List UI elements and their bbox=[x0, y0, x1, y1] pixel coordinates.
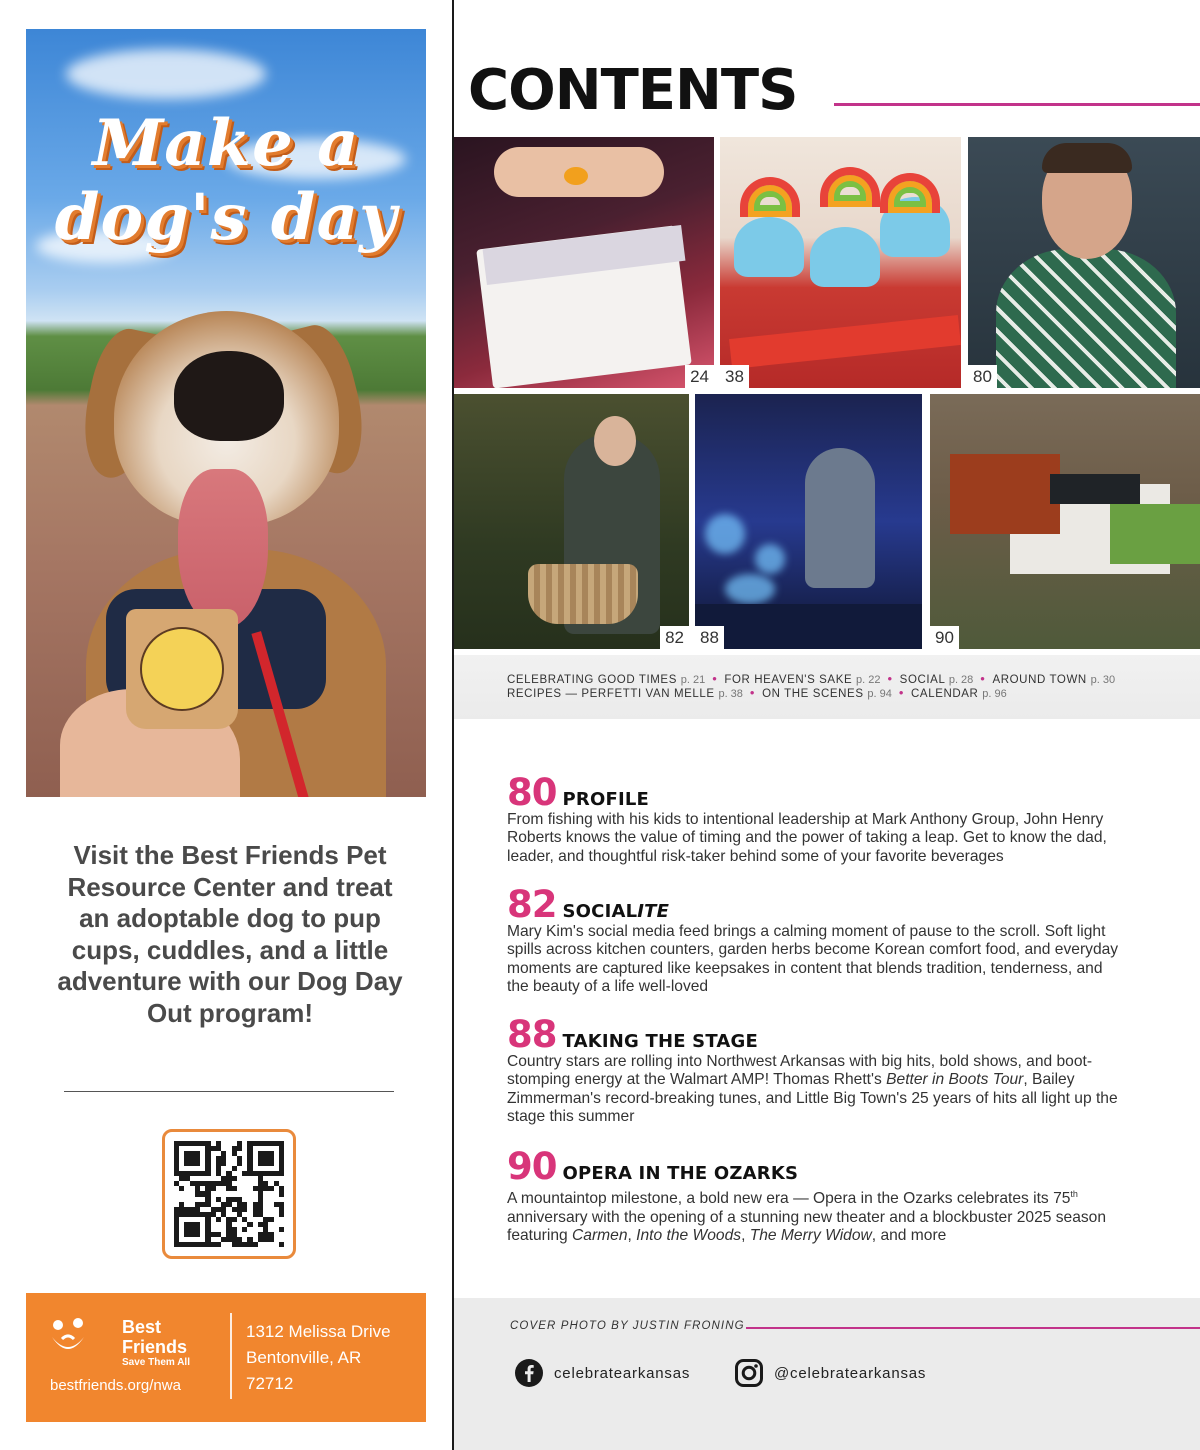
feature-title: OPERA IN THE OZARKS bbox=[562, 1163, 799, 1184]
stage-light bbox=[755, 544, 785, 574]
feature-page-number: 82 bbox=[507, 883, 557, 926]
thumb-page-number: 82 bbox=[660, 626, 689, 649]
portrait-photo[interactable] bbox=[968, 137, 1200, 388]
shirt-shape bbox=[996, 249, 1176, 388]
title-rule bbox=[834, 103, 1200, 106]
feature-title: PROFILE bbox=[562, 789, 650, 810]
thumb-page-number: 90 bbox=[930, 626, 959, 649]
departments-row: RECIPES — PERFETTI VAN MELLE p. 38 • ON THE SCENES p. 94 • CALENDAR p. 96 bbox=[507, 685, 1007, 700]
lawn-shape bbox=[1110, 504, 1200, 564]
ad-footer bbox=[26, 1293, 426, 1422]
address-line2: Bentonville, AR bbox=[246, 1348, 362, 1367]
ad-headline-line2: dog's day bbox=[54, 180, 398, 255]
roof-shape bbox=[1050, 474, 1140, 504]
advertisement bbox=[0, 0, 452, 1450]
brand-name-line2: Friends bbox=[122, 1337, 188, 1357]
singer-shape bbox=[805, 448, 875, 588]
department-link[interactable]: ON THE SCENES p. 94 bbox=[762, 688, 892, 700]
hair-shape bbox=[1042, 143, 1132, 173]
instagram-handle: @celebratearkansas bbox=[774, 1364, 927, 1382]
stage-shape bbox=[695, 604, 922, 649]
feature-page-number: 90 bbox=[507, 1145, 557, 1188]
facebook-handle: celebratearkansas bbox=[554, 1364, 691, 1382]
credit-rule bbox=[746, 1327, 1200, 1329]
address-line1: 1312 Melissa Drive bbox=[246, 1322, 391, 1341]
brand-tagline: Save Them All bbox=[122, 1357, 190, 1368]
feature-profile[interactable] bbox=[507, 771, 1127, 866]
candy-shape bbox=[564, 167, 588, 185]
concert-photo[interactable] bbox=[695, 394, 922, 649]
instagram-icon bbox=[734, 1358, 764, 1388]
brand-url[interactable]: bestfriends.org/nwa bbox=[50, 1377, 181, 1394]
departments-row: CELEBRATING GOOD TIMES p. 21 • FOR HEAVEN'S SAKE p. 22 • SOCIAL p. 28 • AROUND TOWN p. 30 bbox=[507, 671, 1116, 686]
footer-divider bbox=[230, 1313, 232, 1399]
feature-opera-in-the-ozarks[interactable] bbox=[507, 1145, 1127, 1245]
stage-light bbox=[725, 574, 775, 604]
facebook-link[interactable] bbox=[514, 1358, 690, 1388]
building-shape bbox=[950, 454, 1060, 534]
garden-photo[interactable] bbox=[454, 394, 689, 649]
feature-description: Mary Kim's social media feed brings a calming moment of pause to the scroll. Soft light spills across kitchen counters, garden herbs become Korean comfort food, and everyday moments are captured like keepsakes in content that blends tradition, tenderness, and the beauty of a life well-loved bbox=[507, 923, 1119, 996]
head-shape bbox=[594, 416, 636, 466]
department-link[interactable]: RECIPES — PERFETTI VAN MELLE p. 38 bbox=[507, 688, 743, 700]
dog-nose-shape bbox=[174, 351, 284, 441]
ad-divider bbox=[64, 1091, 394, 1092]
qr-code[interactable] bbox=[162, 1129, 296, 1259]
feature-taking-the-stage[interactable] bbox=[507, 1013, 1127, 1127]
basket-shape bbox=[528, 564, 638, 624]
department-link[interactable]: SOCIAL p. 28 bbox=[899, 674, 974, 686]
cover-credit: COVER PHOTO BY JUSTIN FRONING bbox=[510, 1320, 745, 1332]
theater-aerial-photo[interactable] bbox=[930, 394, 1200, 649]
feature-title: TAKING THE STAGE bbox=[562, 1031, 759, 1052]
department-link[interactable]: AROUND TOWN p. 30 bbox=[992, 674, 1116, 686]
thumb-page-number: 38 bbox=[720, 365, 749, 388]
department-link[interactable]: FOR HEAVEN'S SAKE p. 22 bbox=[724, 674, 881, 686]
feature-page-number: 80 bbox=[507, 771, 557, 814]
feature-description: A mountaintop milestone, a bold new era — Opera in the Ozarks celebrates its 75th anniversary with the opening of a stunning new theater and a blockbuster 2025 season featuring Carmen, Into the Woods, The Merry Widow, and more bbox=[507, 1189, 1107, 1244]
calendar-photo[interactable] bbox=[454, 137, 714, 388]
pup-cup-sticker bbox=[140, 627, 224, 711]
qr-code-icon bbox=[174, 1141, 284, 1247]
cupcake-shape bbox=[810, 227, 880, 287]
thumb-page-number: 88 bbox=[695, 626, 724, 649]
rainbow-candy-shape bbox=[880, 173, 940, 213]
instagram-link[interactable] bbox=[734, 1358, 926, 1388]
brand-address bbox=[246, 1319, 391, 1397]
rainbow-candy-shape bbox=[740, 177, 800, 217]
feature-title: SOCIALITE bbox=[562, 901, 670, 922]
rainbow-candy-shape bbox=[820, 167, 880, 207]
facebook-icon bbox=[514, 1358, 544, 1388]
department-link[interactable]: CELEBRATING GOOD TIMES p. 21 bbox=[507, 674, 706, 686]
ad-copy-text: Visit the Best Friends Pet Resource Center and treat an adoptable dog to pup cups, cuddles, and a little adventure with our Dog Day Out program! bbox=[57, 840, 403, 1028]
thumb-page-number: 80 bbox=[968, 365, 997, 388]
cupcake-shape bbox=[734, 217, 804, 277]
brand-name-line1: Best bbox=[122, 1317, 162, 1337]
thumb-page-number: 24 bbox=[685, 365, 714, 388]
feature-description: Country stars are rolling into Northwest Arkansas with big hits, bold shows, and boot-stomping energy at the Walmart AMP! Thomas Rhett's Better in Boots Tour, Bailey Zimmerman's record-breaking tunes, and Little Big Town's 25 years of hits all light up the stage this summer bbox=[507, 1053, 1118, 1126]
ad-headline bbox=[26, 107, 426, 255]
brand-name bbox=[122, 1317, 187, 1357]
dog-tongue-shape bbox=[178, 469, 268, 629]
ad-headline-line1: Make a bbox=[92, 106, 360, 181]
ad-dog-photo bbox=[26, 29, 426, 797]
candy-bar-shape bbox=[729, 315, 961, 369]
feature-page-number: 88 bbox=[507, 1013, 557, 1056]
feature-socialite[interactable] bbox=[507, 883, 1127, 997]
best-friends-paw-icon bbox=[50, 1317, 114, 1361]
feature-description: From fishing with his kids to intentional leadership at Mark Anthony Group, John Henry Roberts knows the value of timing and the power of taking a leap. Get to know the dad, leader, and thoughtful risk-taker behind some of your favorite beverages bbox=[507, 811, 1107, 865]
address-line3: 72712 bbox=[246, 1374, 294, 1393]
department-link[interactable]: CALENDAR p. 96 bbox=[911, 688, 1007, 700]
page-title: CONTENTS bbox=[468, 58, 798, 123]
cupcakes-photo[interactable] bbox=[720, 137, 961, 388]
stage-light bbox=[705, 514, 745, 554]
